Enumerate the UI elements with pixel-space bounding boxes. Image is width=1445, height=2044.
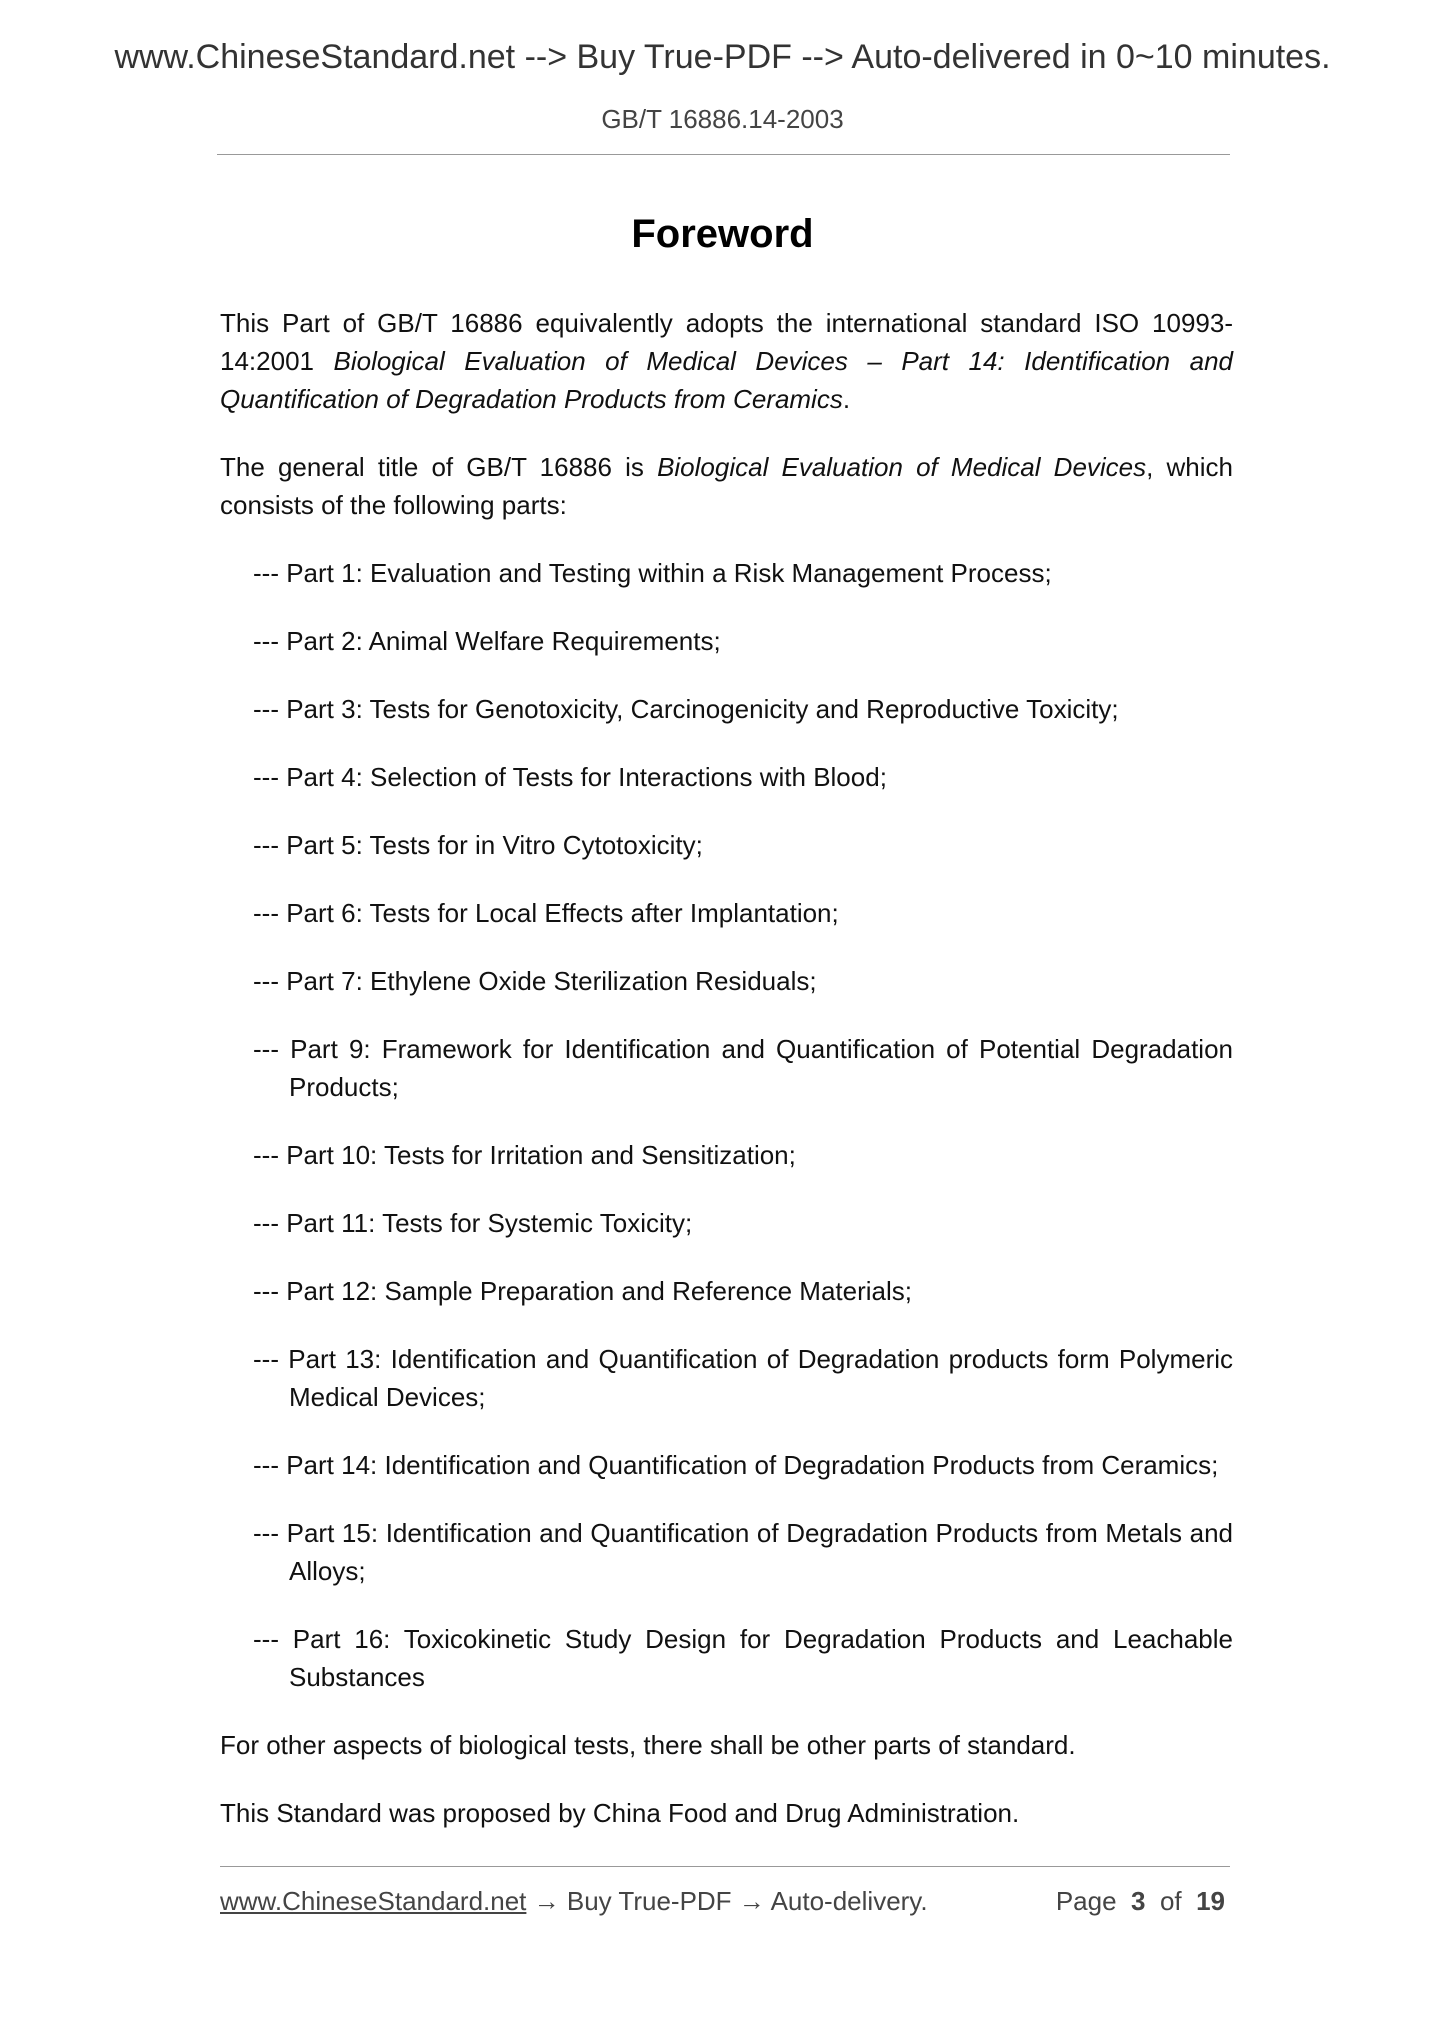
list-item: --- Part 2: Animal Welfare Requirements; [253,626,721,656]
list-item: --- Part 14: Identification and Quantification of Degradation Products from Ceramics; [253,1450,1219,1480]
list-item: --- Part 16: Toxicokinetic Study Design for Degradation Products and Leachable Substances [253,1624,1233,1692]
list-item: --- Part 7: Ethylene Oxide Sterilization Residuals; [253,966,817,996]
intro-p1-end: . [842,384,851,414]
footer-divider [220,1866,1230,1867]
list-item: --- Part 15: Identification and Quantification of Degradation Products from Metals and Alloys; [253,1518,1233,1586]
footer-trail-text: → Buy True-PDF → Auto-delivery. [526,1886,928,1916]
intro-p2-italic-title: Biological Evaluation of Medical Devices [657,452,1147,482]
page-title: Foreword [631,212,814,256]
intro-p2-end: , which consists of the following parts: [220,452,1233,520]
header-divider [217,154,1230,155]
intro-p2-text: The general title of GB/T 16886 is [220,452,658,482]
page-label: Page [1055,1886,1117,1916]
closing-paragraph-1: For other aspects of biological tests, there shall be other parts of standard. [220,1730,1076,1760]
list-item: --- Part 5: Tests for in Vitro Cytotoxicity; [253,830,703,860]
footer-links [220,1886,928,1917]
intro-paragraph-2 [220,448,1233,524]
page-number: 3 [1131,1886,1146,1916]
list-item: --- Part 6: Tests for Local Effects after Implantation; [253,898,839,928]
closing-paragraph-2: This Standard was proposed by China Food and Drug Administration. [220,1798,1020,1828]
foreword-body [220,304,1233,1862]
document-id: GB/T 16886.14-2003 [601,104,844,134]
list-item: --- Part 13: Identification and Quantification of Degradation products form Polymeric Medical Devices; [253,1344,1233,1412]
list-item: --- Part 9: Framework for Identification and Quantification of Potential Degradation Products; [253,1034,1233,1102]
page-counter [1056,1886,1225,1917]
footer-site-link[interactable]: www.ChineseStandard.net [220,1886,527,1916]
list-item: --- Part 1: Evaluation and Testing within a Risk Management Process; [253,558,1052,588]
list-item: --- Part 4: Selection of Tests for Interactions with Blood; [253,762,887,792]
intro-paragraph-1 [220,304,1233,418]
list-item: --- Part 10: Tests for Irritation and Sensitization; [253,1140,796,1170]
parts-list [220,554,1233,1696]
intro-p1-italic-title: Biological Evaluation of Medical Devices – Part 14: Identification and Quantification of Degradation Products from Ceramics [220,346,1233,414]
intro-p1-text: This Part of GB/T 16886 equivalently adopts the international standard ISO 10993-14:2001 [220,308,1233,376]
of-label: of [1159,1886,1182,1916]
top-banner[interactable]: www.ChineseStandard.net --> Buy True-PDF --> Auto-delivered in 0~10 minutes. [114,38,1331,76]
list-item: --- Part 11: Tests for Systemic Toxicity; [253,1208,693,1238]
list-item: --- Part 12: Sample Preparation and Reference Materials; [253,1276,912,1306]
page-footer [220,1886,1225,1926]
list-item: --- Part 3: Tests for Genotoxicity, Carcinogenicity and Reproductive Toxicity; [253,694,1119,724]
total-pages: 19 [1196,1886,1225,1916]
